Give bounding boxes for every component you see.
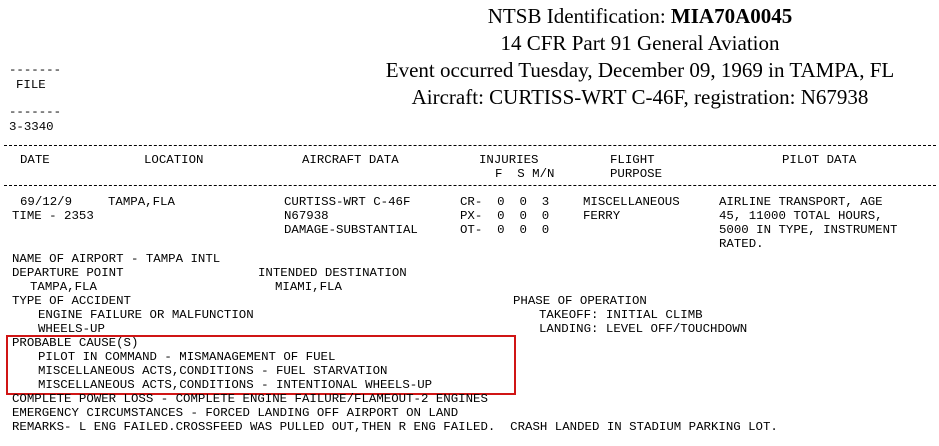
departure-label: DEPARTURE POINT xyxy=(12,266,124,280)
regulation-line: 14 CFR Part 91 General Aviation xyxy=(500,31,780,55)
remarks: REMARKS- L ENG FAILED.CROSSFEED WAS PULLED OUT,THEN R ENG FAILED. CRASH LANDED IN STADIUM PARKING LOT. xyxy=(12,420,778,434)
record-time: TIME - 2353 xyxy=(12,209,94,223)
col-date: DATE xyxy=(20,153,50,167)
injuries-other: OT- 0 0 0 xyxy=(460,223,550,237)
event-line: Event occurred Tuesday, December 09, 1969 in TAMPA, FL xyxy=(385,58,895,82)
accident-type-label: TYPE OF ACCIDENT xyxy=(12,294,131,308)
destination-label: INTENDED DESTINATION xyxy=(258,266,407,280)
destination-value: MIAMI,FLA xyxy=(275,280,342,294)
file-dashes-top: ------- xyxy=(9,63,62,77)
phase-1: TAKEOFF: INITIAL CLIMB xyxy=(539,308,703,322)
file-label: FILE xyxy=(16,78,46,92)
aircraft-registration: N67938 xyxy=(284,209,329,223)
probable-cause-1: PILOT IN COMMAND - MISMANAGEMENT OF FUEL xyxy=(38,350,336,364)
col-injuries-sub: F S M/N xyxy=(495,167,555,181)
col-injuries: INJURIES xyxy=(479,153,539,167)
pilot-line-1: AIRLINE TRANSPORT, AGE xyxy=(719,195,883,209)
col-flight: FLIGHT xyxy=(610,153,655,167)
injuries-passengers: PX- 0 0 0 xyxy=(460,209,550,223)
airport-name: NAME OF AIRPORT - TAMPA INTL xyxy=(12,252,221,266)
aircraft-damage: DAMAGE-SUBSTANTIAL xyxy=(284,223,418,237)
probable-cause-2: MISCELLANEOUS ACTS,CONDITIONS - FUEL STARVATION xyxy=(38,364,388,378)
file-dashes-bottom: ------- xyxy=(9,105,62,119)
purpose-2: FERRY xyxy=(583,209,621,223)
pilot-line-2: 45, 11000 TOTAL HOURS, xyxy=(719,209,883,223)
col-pilot-data: PILOT DATA xyxy=(782,153,857,167)
col-aircraft-data: AIRCRAFT DATA xyxy=(302,153,399,167)
emergency-circumstances: EMERGENCY CIRCUMSTANCES - FORCED LANDING OFF AIRPORT ON LAND xyxy=(12,406,459,420)
col-location: LOCATION xyxy=(144,153,204,167)
accident-type-1: ENGINE FAILURE OR MALFUNCTION xyxy=(38,308,254,322)
record-date: 69/12/9 xyxy=(20,195,73,209)
power-loss: COMPLETE POWER LOSS - COMPLETE ENGINE FAILURE/FLAMEOUT-2 ENGINES xyxy=(12,392,488,406)
aircraft-line: Aircraft: CURTISS-WRT C-46F, registration: N67938 xyxy=(411,85,869,109)
pilot-line-3: 5000 IN TYPE, INSTRUMENT xyxy=(719,223,898,237)
col-purpose: PURPOSE xyxy=(610,167,663,181)
purpose-1: MISCELLANEOUS xyxy=(583,195,680,209)
accident-type-2: WHEELS-UP xyxy=(38,322,105,336)
id-value: MIA70A0045 xyxy=(670,4,793,28)
phase-label: PHASE OF OPERATION xyxy=(513,294,647,308)
probable-cause-label: PROBABLE CAUSE(S) xyxy=(12,336,139,350)
phase-2: LANDING: LEVEL OFF/TOUCHDOWN xyxy=(539,322,748,336)
injuries-crew: CR- 0 0 3 xyxy=(460,195,550,209)
divider-top xyxy=(4,145,936,146)
pilot-line-4: RATED. xyxy=(719,237,764,251)
ntsb-identification xyxy=(340,3,939,30)
record-location: TAMPA,FLA xyxy=(108,195,175,209)
aircraft-model: CURTISS-WRT C-46F xyxy=(284,195,411,209)
divider-bottom xyxy=(4,185,936,186)
departure-value: TAMPA,FLA xyxy=(30,280,97,294)
file-number: 3-3340 xyxy=(9,120,54,134)
id-label: NTSB Identification: xyxy=(487,4,671,28)
probable-cause-3: MISCELLANEOUS ACTS,CONDITIONS - INTENTIONAL WHEELS-UP xyxy=(38,378,433,392)
